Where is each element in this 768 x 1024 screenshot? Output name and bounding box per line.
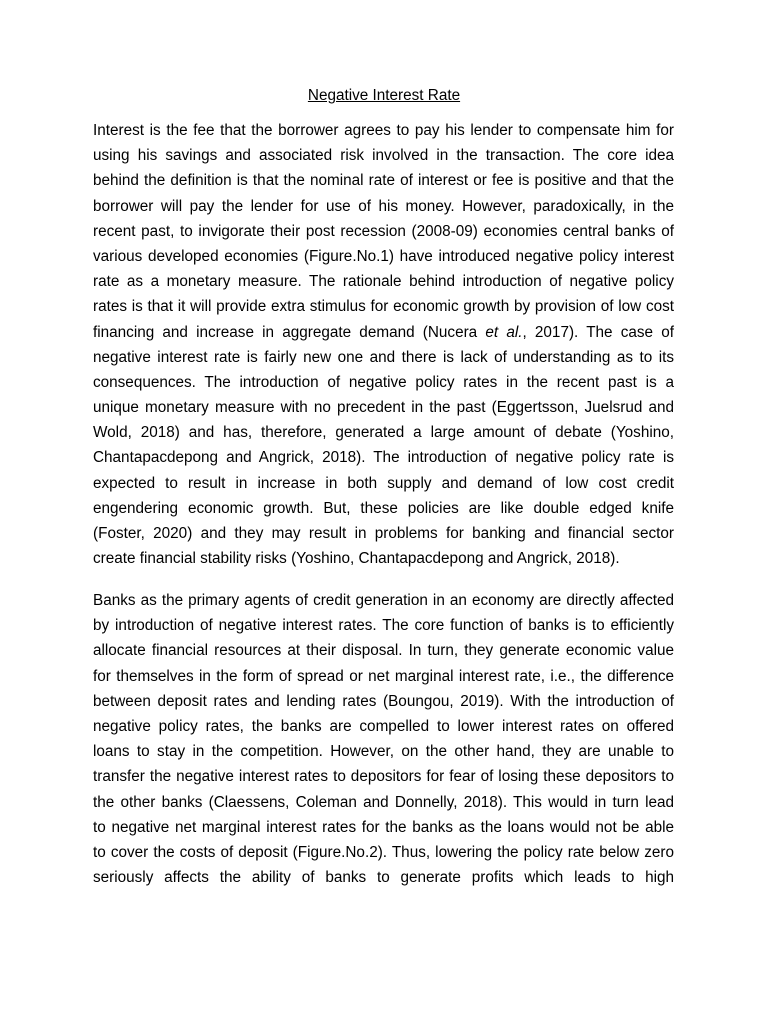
text-line: behind the definition is that the nominal rate of interest or fee is positive and that the (93, 172, 674, 190)
italic-et-al: et al. (485, 323, 523, 341)
text-line: consequences. The introduction of negative policy rates in the recent past is a (93, 373, 674, 391)
text-line: loans to stay in the competition. However, on the other hand, they are unable to (93, 743, 674, 761)
text-line: Chantapacdepong and Angrick, 2018). The introduction of negative policy rate is (93, 449, 674, 467)
text-line: unique monetary measure with no precedent in the past (Eggertsson, Juelsrud and (93, 399, 674, 417)
text-line: recent past, to invigorate their post recession (2008-09) economies central banks of (93, 222, 674, 240)
text-line: to cover the costs of deposit (Figure.No.2). Thus, lowering the policy rate below zero (93, 843, 674, 861)
text-line: Banks as the primary agents of credit generation in an economy are directly affected (93, 592, 674, 609)
text-line: rates is that it will provide extra stimulus for economic growth by provision of low cost (93, 298, 674, 316)
text-line: Wold, 2018) and has, therefore, generated a large amount of debate (Yoshino, (93, 424, 674, 442)
text-line: (Foster, 2020) and they may result in problems for banking and financial sector (93, 525, 674, 542)
text-line: engendering economic growth. But, these policies are like double edged knife (93, 499, 674, 517)
paragraph-1 (93, 118, 674, 571)
text-line: using his savings and associated risk involved in the transaction. The core idea (93, 147, 674, 165)
text-line-with-citation (93, 320, 674, 345)
text-line: Interest is the fee that the borrower agrees to pay his lender to compensate him for (93, 122, 674, 139)
text-segment: financing and increase in aggregate demand (Nucera (93, 323, 486, 341)
document-title: Negative Interest Rate (307, 87, 461, 104)
text-line: various developed economies (Figure.No.1) have introduced negative policy interest (93, 247, 674, 265)
text-segment: , 2017). The case of (522, 323, 675, 341)
text-line: rate as a monetary measure. The rationale behind introduction of negative policy (93, 273, 674, 291)
text-line: between deposit rates and lending rates (Boungou, 2019). With the introduction of (93, 692, 674, 710)
text-line: transfer the negative interest rates to depositors for fear of losing these depositors to (93, 768, 674, 786)
text-line: negative interest rate is fairly new one and there is lack of understanding as to its (93, 348, 674, 366)
text-line: by introduction of negative interest rates. The core function of banks is to efficiently (93, 617, 674, 635)
text-line: create financial stability risks (Yoshino, Chantapacdepong and Angrick, 2018). (93, 550, 620, 568)
text-line: for themselves in the form of spread or net marginal interest rate, i.e., the difference (93, 667, 674, 685)
text-line: to negative net marginal interest rates for the banks as the loans would not be able (93, 818, 674, 836)
text-line: allocate financial resources at their disposal. In turn, they generate economic value (93, 642, 674, 660)
text-line: seriously affects the ability of banks to generate profits which leads to high (93, 869, 674, 887)
text-line: negative policy rates, the banks are compelled to lower interest rates on offered (93, 717, 674, 735)
text-line: borrower will pay the lender for use of his money. However, paradoxically, in the (93, 197, 674, 215)
text-line: the other banks (Claessens, Coleman and Donnelly, 2018). This would in turn lead (93, 793, 674, 811)
paragraph-2 (93, 588, 674, 890)
text-line: expected to result in increase in both supply and demand of low cost credit (93, 474, 674, 492)
